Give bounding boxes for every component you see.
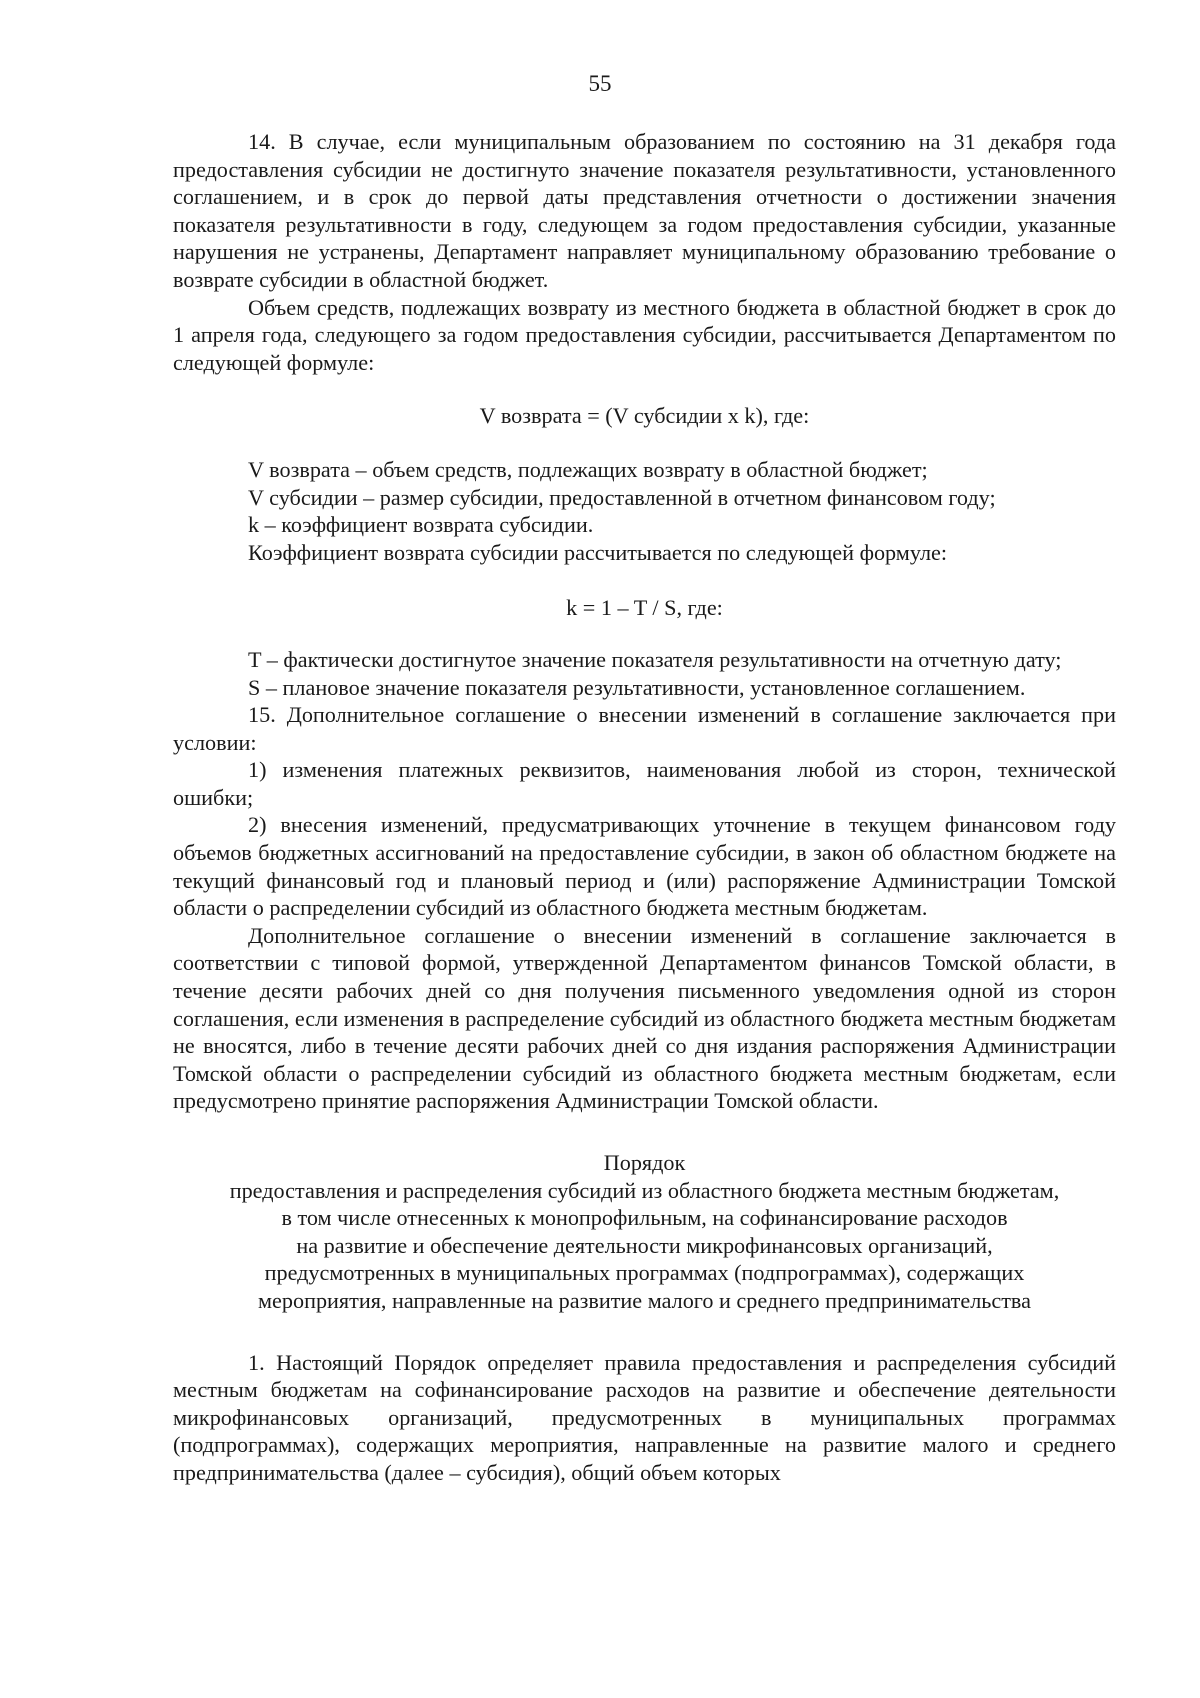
condition-1: 1) изменения платежных реквизитов, наименования любой из сторон, технической ошибки; [173,757,1116,810]
paragraph-additional-agreement: Дополнительное соглашение о внесении изменений в соглашение заключается в соответствии с типовой формой, утвержденной Департаментом финансов Томской области, в течение десяти рабочих дней со дня получения письменного уведомления одной из сторон соглашения, если изменения в распределение субсидий из областного бюджета местным бюджетам не вносятся, либо в течение десяти рабочих дней со дня издания распоряжения Администрации Томской области о распределении субсидий из областного бюджета местным бюджетам, если предусмотрено принятие распоряжения Администрации Томской области. [173,922,1116,1114]
heading-line: мероприятия, направленные на развитие малого и среднего предпринимательства [258,1287,1031,1313]
heading-line: в том числе отнесенных к монопрофильным, на софинансирование расходов [281,1205,1008,1231]
heading-line: на развитие и обеспечение деятельности микрофинансовых организаций, [296,1232,993,1258]
definition-k: k – коэффициент возврата субсидии. [248,512,594,538]
heading-line: предоставления и распределения субсидий из областного бюджета местным бюджетам, [229,1177,1060,1203]
coefficient-intro: Коэффициент возврата субсидии рассчитывается по следующей формуле: [248,539,948,565]
heading-line: предусмотренных в муниципальных программах (подпрограммах), содержащих [264,1260,1025,1286]
paragraph-15: 15. Дополнительное соглашение о внесении изменений в соглашение заключается при условии: [173,702,1116,755]
paragraph-1: 1. Настоящий Порядок определяет правила предоставления и распределения субсидий местным бюджетам на софинансирование расходов на развитие и обеспечение деятельности микрофинансовых организаций, предусмотренных в муниципальных программах (подпрограммах), содержащих мероприятия, направленные на развитие малого и среднего предпринимательства (далее – субсидия), общий объем которых [173,1349,1116,1485]
definition-v-return: V возврата – объем средств, подлежащих возврату в областной бюджет; [248,456,928,482]
definition-v-subsidy: V субсидии – размер субсидии, предоставленной в отчетном финансовом году; [248,484,996,510]
definition-s: S – плановое значение показателя результативности, установленное соглашением. [248,674,1026,700]
document-body [173,128,1116,1487]
heading-title: Порядок [603,1150,686,1175]
paragraph-return-volume: Объем средств, подлежащих возврату из местного бюджета в областной бюджет в срок до 1 апреля года, следующего за годом предоставления субсидии, рассчитывается Департаментом по следующей формуле: [173,294,1116,375]
page-number: 55 [588,71,612,96]
paragraph-14: 14. В случае, если муниципальным образованием по состоянию на 31 декабря года предоставления субсидии не достигнуто значение показателя результативности, установленного соглашением, и в срок до первой даты представления отчетности о достижении значения показателя результативности в году, следующем за годом предоставления субсидии, указанные нарушения не устранены, Департамент направляет муниципальному образованию требование о возврате субсидии в областной бюджет. [173,129,1116,292]
formula-coefficient: k = 1 – T / S, где: [566,595,723,621]
section-heading [173,1149,1116,1315]
formula-return: V возврата = (V субсидии x k), где: [479,403,810,429]
condition-2: 2) внесения изменений, предусматривающих уточнение в текущем финансовом году объемов бюджетных ассигнований на предоставление субсидии, в закон об областном бюджете на текущий финансовый год и плановый период и (или) распоряжение Администрации Томской области о распределении субсидий из областного бюджета местным бюджетам. [173,812,1116,921]
definition-t: T – фактически достигнутое значение показателя результативности на отчетную дату; [248,646,1062,672]
